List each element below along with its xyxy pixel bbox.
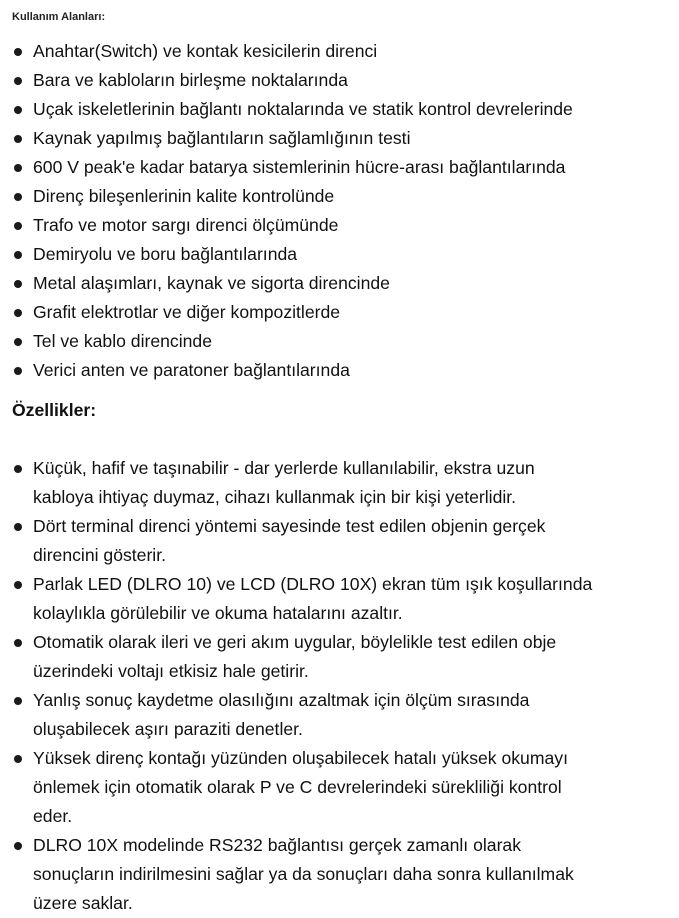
usage-item: Verici anten ve paratoner bağlantılarında — [12, 356, 672, 385]
usage-item: Tel ve kablo direncinde — [12, 327, 672, 356]
feature-line: önlemek için otomatik olarak P ve C devrelerindeki sürekliliği kontrol — [33, 777, 562, 797]
usage-heading: Kullanım Alanları: — [12, 11, 106, 23]
feature-line: Yüksek direnç kontağı yüzünden oluşabilecek hatalı yüksek okumayı — [33, 748, 568, 768]
feature-line: Otomatik olarak ileri ve geri akım uygular, böylelikle test edilen obje — [33, 632, 557, 652]
feature-item — [12, 686, 672, 744]
feature-line: sonuçların indirilmesini sağlar ya da sonuçları daha sonra kullanılmak — [33, 864, 574, 884]
feature-item — [12, 454, 672, 512]
feature-item — [12, 628, 672, 686]
usage-list — [12, 37, 672, 385]
usage-item: Bara ve kabloların birleşme noktalarında — [12, 66, 672, 95]
feature-line: direncini gösterir. — [33, 545, 166, 565]
usage-item: Anahtar(Switch) ve kontak kesicilerin direnci — [12, 37, 672, 66]
usage-item: Metal alaşımları, kaynak ve sigorta direncinde — [12, 269, 672, 298]
feature-line: Küçük, hafif ve taşınabilir - dar yerlerde kullanılabilir, ekstra uzun — [33, 458, 535, 478]
feature-line: üzerindeki voltajı etkisiz hale getirir. — [33, 661, 309, 681]
feature-line: kolaylıkla görülebilir ve okuma hatalarını azaltır. — [33, 603, 403, 623]
usage-item: Grafit elektrotlar ve diğer kompozitlerde — [12, 298, 672, 327]
usage-item: Direnç bileşenlerinin kalite kontrolünde — [12, 182, 672, 211]
feature-item — [12, 744, 672, 831]
feature-line: Yanlış sonuç kaydetme olasılığını azaltmak için ölçüm sırasında — [33, 690, 530, 710]
usage-item: 600 V peak'e kadar batarya sistemlerinin hücre-arası bağlantılarında — [12, 153, 672, 182]
feature-line: üzere saklar. — [33, 893, 133, 913]
feature-line: oluşabilecek aşırı paraziti denetler. — [33, 719, 303, 739]
usage-item: Uçak iskeletlerinin bağlantı noktalarında ve statik kontrol devrelerinde — [12, 95, 672, 124]
feature-item — [12, 512, 672, 570]
features-list — [12, 454, 672, 918]
feature-line: DLRO 10X modelinde RS232 bağlantısı gerçek zamanlı olarak — [33, 835, 522, 855]
features-heading: Özellikler: — [12, 400, 97, 420]
feature-line: eder. — [33, 806, 73, 826]
usage-item: Kaynak yapılmış bağlantıların sağlamlığının testi — [12, 124, 672, 153]
feature-line: kabloya ihtiyaç duymaz, cihazı kullanmak için bir kişi yeterlidir. — [33, 487, 517, 507]
usage-item: Demiryolu ve boru bağlantılarında — [12, 240, 672, 269]
feature-line: Parlak LED (DLRO 10) ve LCD (DLRO 10X) ekran tüm ışık koşullarında — [33, 574, 593, 594]
feature-line: Dört terminal direnci yöntemi sayesinde test edilen objenin gerçek — [33, 516, 546, 536]
usage-item: Trafo ve motor sargı direnci ölçümünde — [12, 211, 672, 240]
feature-item — [12, 831, 672, 918]
feature-item — [12, 570, 672, 628]
